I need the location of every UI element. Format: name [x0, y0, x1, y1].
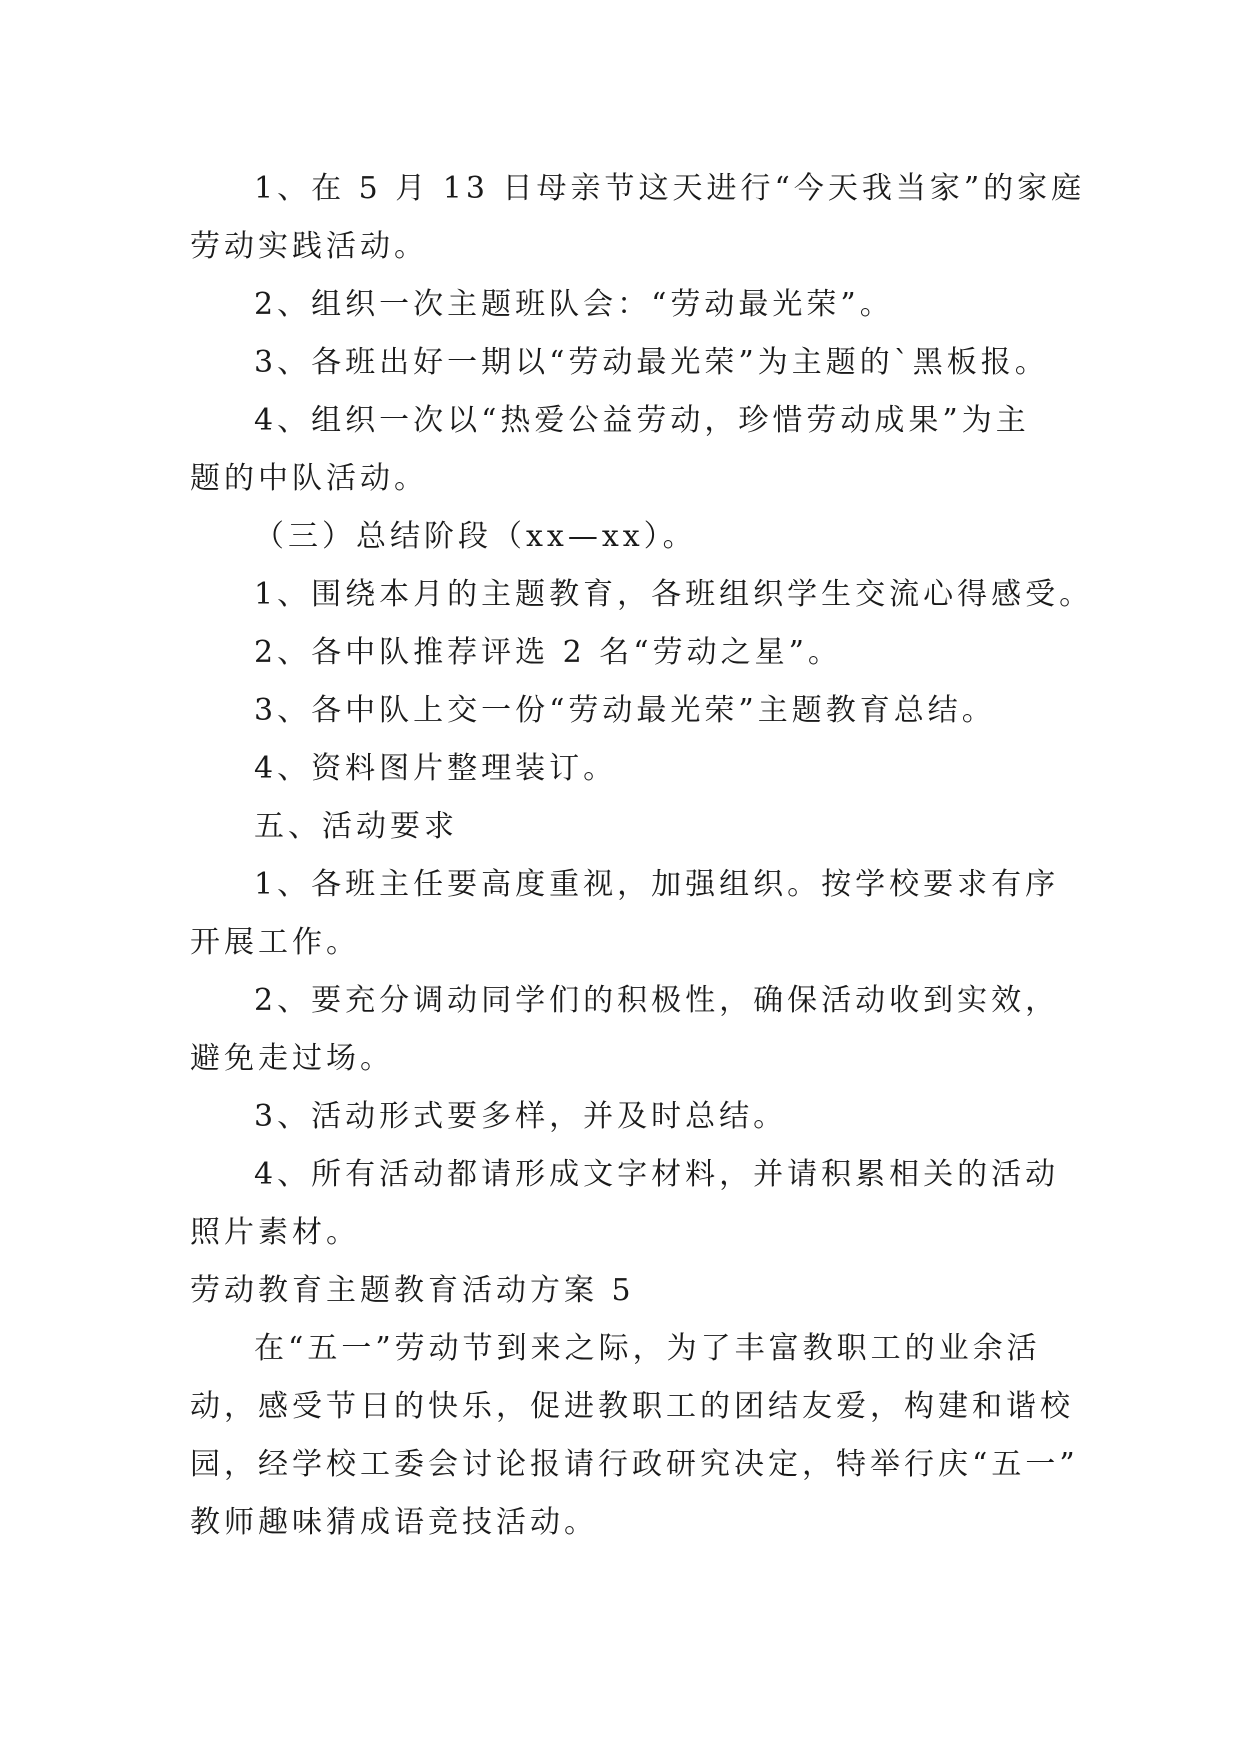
paragraph: [190, 160, 1086, 276]
paragraph-line: 4、资料图片整理装订。: [254, 751, 618, 786]
paragraph-line: 3、各班出好一期以“劳动最光荣”为主题的`黑板报。: [254, 345, 1049, 380]
paragraph: [190, 276, 1070, 334]
paragraph-line: 开展工作。: [190, 925, 360, 960]
paragraph-line: 避免走过场。: [190, 1041, 394, 1076]
paragraph-line: 2、各中队推荐评选 2 名“劳动之星”。: [254, 635, 842, 670]
paragraph-line: 3、各中队上交一份“劳动最光荣”主题教育总结。: [254, 693, 996, 728]
paragraph-line: 2、要充分调动同学们的积极性，确保活动收到实效，: [254, 983, 1060, 1018]
paragraph: [190, 392, 1070, 508]
section-title: [190, 508, 1070, 566]
paragraph-line: 题的中队活动。: [190, 461, 428, 496]
document-heading: [190, 1262, 1070, 1320]
paragraph: [190, 856, 1070, 972]
paragraph-line: 动，感受节日的快乐，促进教职工的团结友爱，构建和谐校: [190, 1389, 1074, 1424]
paragraph-line: 劳动教育主题教育活动方案 5: [190, 1273, 635, 1308]
paragraph-line: 园，经学校工委会讨论报请行政研究决定，特举行庆“五一”: [190, 1447, 1079, 1482]
paragraph-line: 五、活动要求: [254, 809, 458, 844]
paragraph-line: 1、各班主任要高度重视，加强组织。按学校要求有序: [254, 867, 1060, 902]
paragraph: [190, 1320, 1079, 1552]
paragraph: [190, 740, 1070, 798]
paragraph-line: 1、在 5 月 13 日母亲节这天进行“今天我当家”的家庭: [254, 171, 1086, 206]
document-body: [190, 160, 1094, 1552]
paragraph-line: 4、所有活动都请形成文字材料，并请积累相关的活动: [254, 1157, 1060, 1192]
paragraph-line: 教师趣味猜成语竞技活动。: [190, 1505, 598, 1540]
paragraph: [190, 1088, 1070, 1146]
paragraph-line: （三）总结阶段（xx—xx）。: [254, 519, 697, 554]
paragraph: [190, 334, 1070, 392]
paragraph-line: 劳动实践活动。: [190, 229, 428, 264]
paragraph: [190, 1146, 1070, 1262]
paragraph: [190, 972, 1070, 1088]
paragraph-line: 4、组织一次以“热爱公益劳动，珍惜劳动成果”为主: [254, 403, 1030, 438]
paragraph-line: 3、活动形式要多样，并及时总结。: [254, 1099, 788, 1134]
paragraph: [190, 682, 1070, 740]
paragraph: [190, 566, 1094, 624]
paragraph-line: 照片素材。: [190, 1215, 360, 1250]
paragraph-line: 在“五一”劳动节到来之际，为了丰富教职工的业余活: [254, 1331, 1041, 1366]
paragraph: [190, 624, 1070, 682]
section-title: [190, 798, 1070, 856]
paragraph-line: 2、组织一次主题班队会：“劳动最光荣”。: [254, 287, 894, 322]
paragraph-line: 1、围绕本月的主题教育，各班组织学生交流心得感受。: [254, 577, 1094, 612]
